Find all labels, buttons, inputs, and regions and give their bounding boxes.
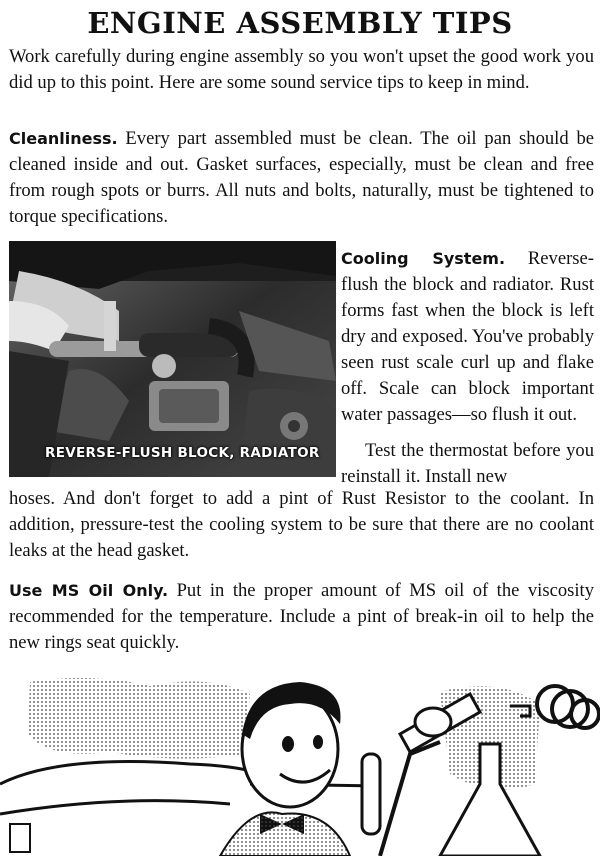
cleanliness-text: Every part assembled must be clean. The oil pan should be cleaned inside and out. Gasket surfaces, especially, must be clean and free from rough spots or burrs. All nuts and bolts, naturally, must be tightened to torque specifications. [9, 128, 594, 227]
cooling-paragraph [341, 246, 594, 428]
cooling-text: Reverse-flush the block and radiator. Rust forms fast when the block is left dry and exposed. You've probably seen rust scale curl up and flake off. Scale can block important water passages—so flush it out. [341, 248, 594, 425]
cleanliness-heading: Cleanliness. [9, 129, 118, 148]
oil-heading: Use MS Oil Only. [9, 581, 169, 600]
photo-caption: REVERSE-FLUSH BLOCK, RADIATOR [45, 445, 320, 461]
cooling-heading: Cooling System. [341, 249, 506, 268]
cleanliness-paragraph [9, 126, 594, 230]
oil-text: Put in the proper amount of MS oil of the viscosity recommended for the temperature. Include a pint of break-in oil to help the new rings seat quickly. [9, 580, 594, 653]
engine-photo-image [9, 241, 336, 477]
cooling-continuation: hoses. And don't forget to add a pint of Rust Resistor to the coolant. In addition, pressure-test the cooling system to be sure that there are no coolant leaks at the head gasket. [9, 488, 594, 561]
page-title: ENGINE ASSEMBLY TIPS [87, 6, 513, 40]
oil-paragraph [9, 578, 594, 656]
engine-photo [9, 241, 336, 477]
intro-paragraph: Work carefully during engine assembly so you won't upset the good work you did up to this point. Here are some sound service tips to keep in mind. [9, 46, 594, 93]
thermostat-paragraph: Test the thermostat before you reinstall it. Install new [341, 440, 594, 487]
mechanic-illustration [0, 664, 600, 856]
